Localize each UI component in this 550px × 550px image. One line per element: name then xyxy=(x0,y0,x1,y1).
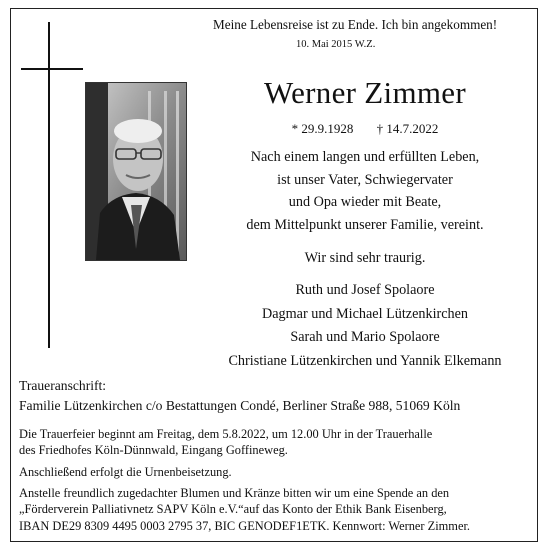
message-line: dem Mittelpunkt unserer Familie, vereint. xyxy=(246,216,484,233)
message-block xyxy=(200,146,530,236)
donation-line: Anstelle freundlich zugedachter Blumen und Kränze bitten wir um eine Spende an den xyxy=(19,486,450,500)
header-quote: Meine Lebensreise ist zu Ende. Ich bin angekommen! xyxy=(213,17,498,32)
message-line: und Opa wieder mit Beate, xyxy=(288,194,442,211)
ceremony-line: Die Trauerfeier beginnt am Freitag, dem 5.8.2022, um 12.00 Uhr in der Trauerhalle xyxy=(19,427,433,441)
death-date: † 14.7.2022 xyxy=(376,121,439,136)
donation-line: „Förderverein Palliativnetz SAPV Köln e.V.“auf das Konto der Ethik Bank Eisenberg, xyxy=(19,502,447,517)
mourner-line: Sarah und Mario Spolaore xyxy=(290,329,440,346)
sorrow-line: Wir sind sehr traurig. xyxy=(304,250,426,266)
message-line: Nach einem langen und erfüllten Leben, xyxy=(250,149,480,165)
ceremony-line: des Friedhofes Köln-Dünnwald, Eingang Goffineweg. xyxy=(19,443,288,458)
life-dates xyxy=(200,121,530,137)
portrait-image xyxy=(86,83,186,260)
cross-icon-horizontal xyxy=(21,68,83,70)
cross-icon-vertical xyxy=(48,22,50,348)
birth-date: * 29.9.1928 xyxy=(291,121,354,136)
donation-line: IBAN DE29 8309 4495 0003 2795 37, BIC GENODEF1ETK. Kennwort: Werner Zimmer. xyxy=(19,518,470,533)
address-value: Familie Lützenkirchen c/o Bestattungen Condé, Berliner Straße 988, 51069 Köln xyxy=(19,398,461,413)
mourner-line: Ruth und Josef Spolaore xyxy=(295,282,435,298)
ceremony-block xyxy=(19,426,432,459)
message-line: ist unser Vater, Schwiegervater xyxy=(277,171,453,188)
donation-block xyxy=(19,485,470,534)
deceased-name: Werner Zimmer xyxy=(264,75,466,110)
sorrow-text xyxy=(200,247,530,270)
mourner-line: Christiane Lützenkirchen und Yannik Elkemann xyxy=(228,352,502,369)
address-label: Traueranschrift: xyxy=(19,378,107,393)
mourner-line: Dagmar und Michael Lützenkirchen xyxy=(261,305,469,322)
mourners-block xyxy=(200,279,530,373)
urn-text: Anschließend erfolgt die Urnenbeisetzung. xyxy=(19,465,232,479)
portrait-photo xyxy=(85,82,187,261)
header-quote-date: 10. Mai 2015 W.Z. xyxy=(296,39,376,50)
